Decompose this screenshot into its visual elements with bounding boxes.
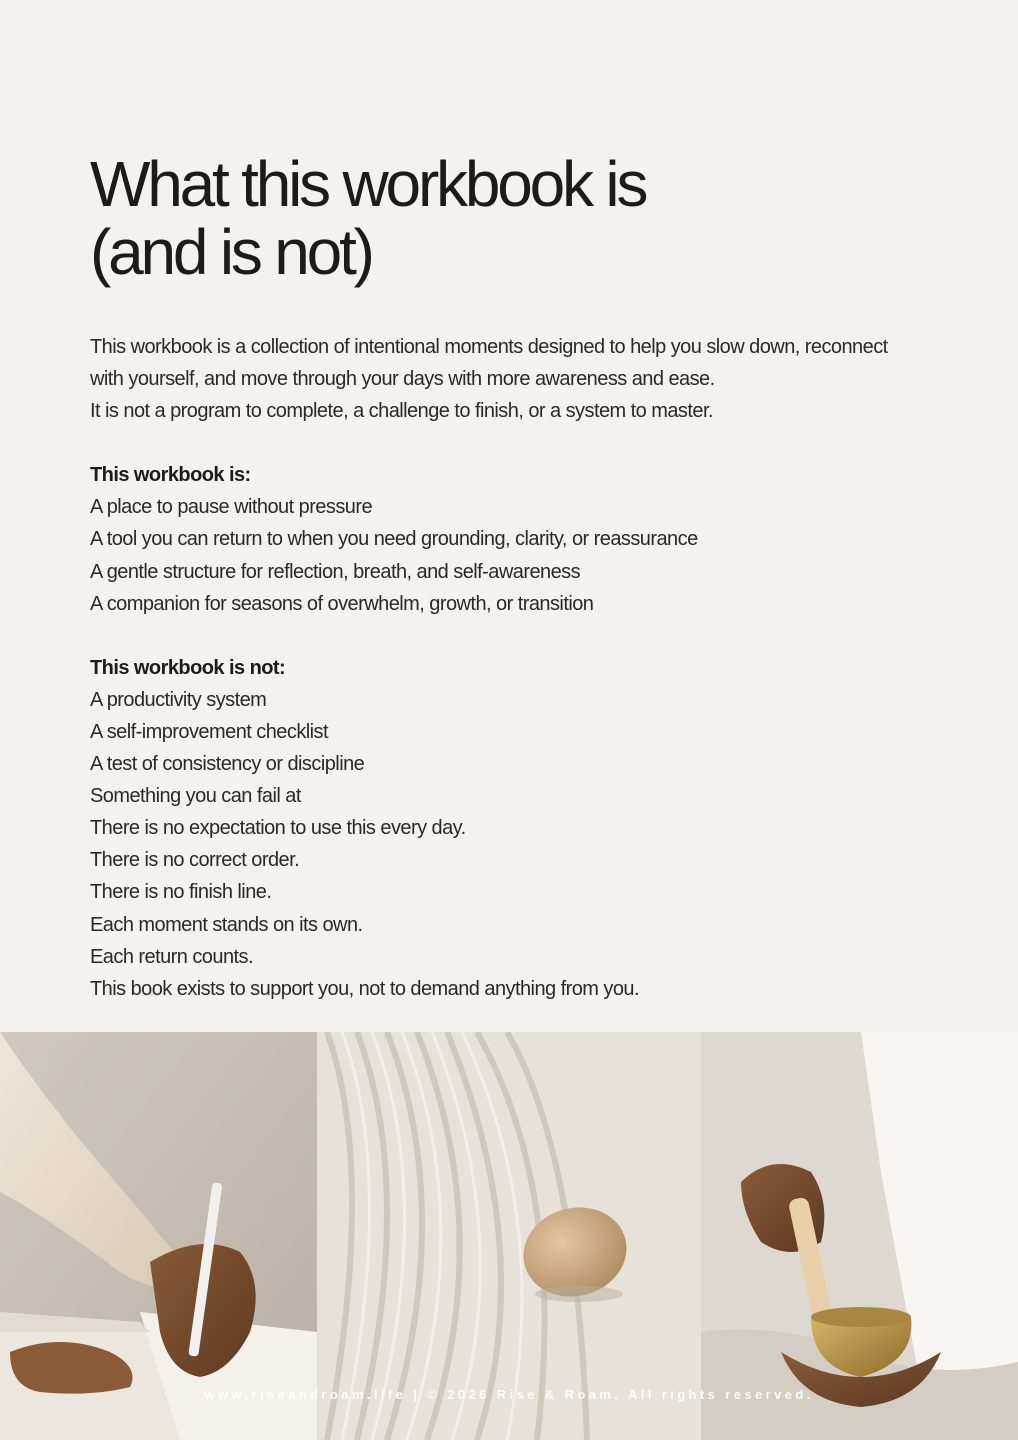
photo-zen-stone [317,1032,701,1440]
is-not-heading: This workbook is not: [90,656,286,679]
photo-writing-hand [0,1032,317,1440]
spacer [90,620,970,652]
body-content [90,331,970,1005]
closing-line: There is no finish line. [90,881,272,904]
is-not-item: A test of consistency or discipline [90,753,365,776]
photo-singing-bowl [701,1032,1018,1440]
is-not-item: A productivity system [90,688,267,711]
page-title-line-1: What this workbook is [90,148,646,220]
intro-line-2: with yourself, and move through your days with more awareness and ease. [90,368,715,391]
is-heading: This workbook is: [90,464,251,487]
is-item: A tool you can return to when you need grounding, clarity, or reassurance [90,528,698,551]
closing-line: Each moment stands on its own. [90,913,363,936]
spacer [90,427,970,459]
page-title-line-2: (and is not) [90,216,372,288]
is-not-item: Something you can fail at [90,785,301,808]
closing-line: This book exists to support you, not to demand anything from you. [90,977,640,1000]
intro-line-3: It is not a program to complete, a challenge to finish, or a system to master. [90,400,713,423]
is-item: A gentle structure for reflection, breath, and self-awareness [90,560,581,583]
is-not-item: A self-improvement checklist [90,720,329,743]
is-item: A place to pause without pressure [90,496,373,519]
page-title [90,150,645,286]
closing-line: Each return counts. [90,945,253,968]
intro-line-1: This workbook is a collection of intentional moments designed to help you slow down, reconnect [90,336,888,358]
is-item: A companion for seasons of overwhelm, growth, or transition [90,592,594,615]
closing-line: There is no correct order. [90,849,300,872]
footer-copyright: www.riseandroam.life | © 2026 Rise & Roam. All rights reserved. [204,1387,814,1402]
closing-line: There is no expectation to use this every day. [90,817,466,840]
photo-strip [0,1032,1018,1440]
